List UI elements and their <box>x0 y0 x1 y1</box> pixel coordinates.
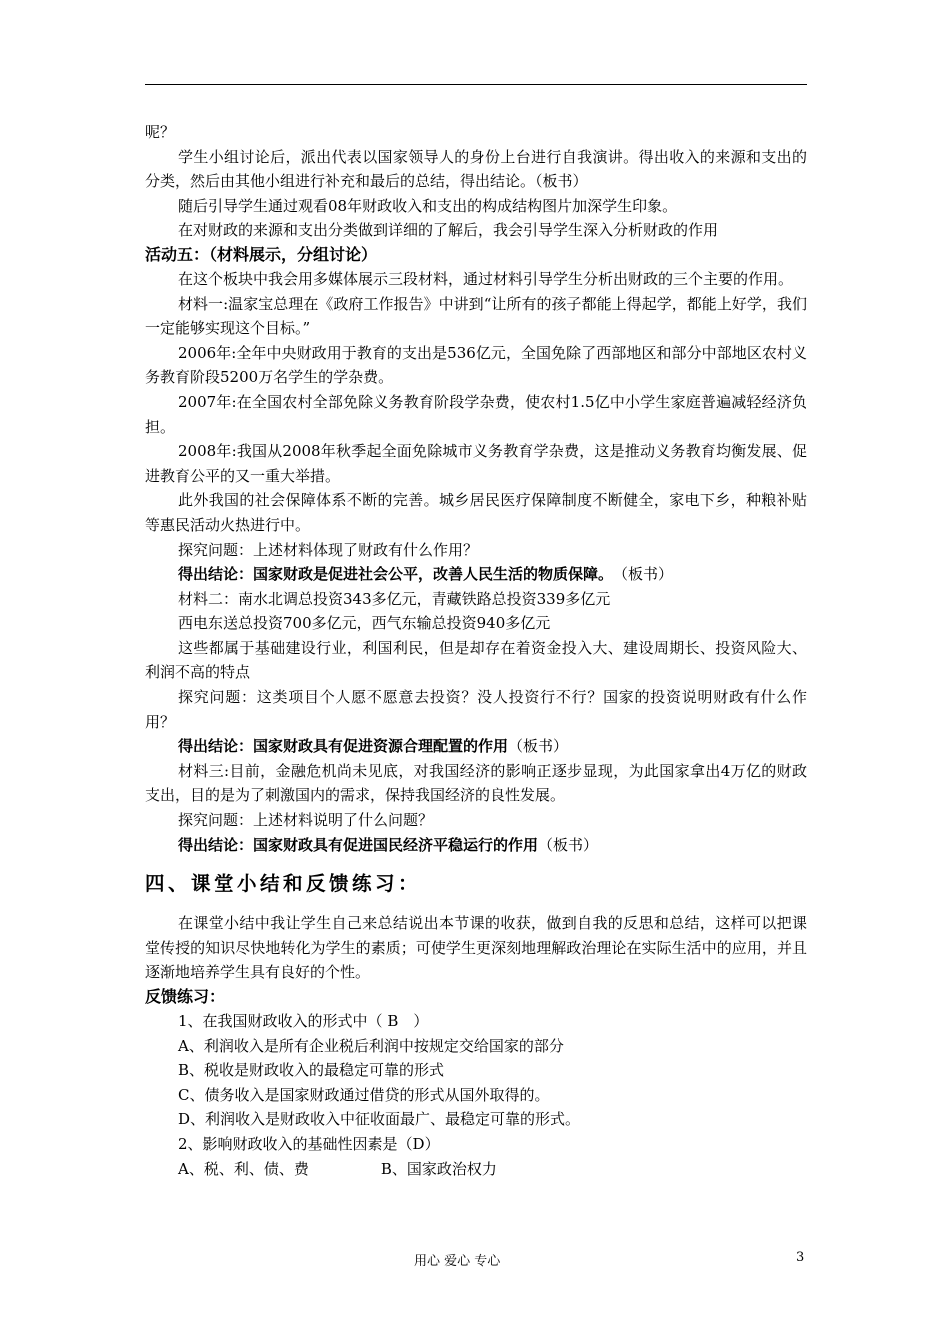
exercise-one-option-b: B、税收是财政收入的最稳定可靠的形式 <box>178 1061 445 1080</box>
page-number: 3 <box>796 1250 805 1265</box>
conclusion-one-note: （板书） <box>620 565 674 584</box>
exercise-one-question: 1、在我国财政收入的形式中（ B ） <box>178 1012 429 1030</box>
material-two: 材料二：南水北调总投资343多亿元，青藏铁路总投资339多亿元 <box>178 589 611 608</box>
exercise-two-option-b: B、国家政治权力 <box>380 1159 497 1178</box>
exercise-one-option-d: D、利润收入是财政收入中征收面最广、最稳定可靠的形式。 <box>178 1110 581 1129</box>
section-four-heading: 四、课堂小结和反馈练习： <box>145 872 422 896</box>
paragraph-transition: 在对财政的来源和支出分类做到详细的了解后，我会引导学生深入分析财政的作用 <box>178 221 719 240</box>
paragraph-summary: 在课堂小结中我让学生自己来总结说出本节课的收获，做到自我的反思和总结，这样可以把课堂传授的知识尽快地转化为学生的素质；可使学生更深刻地理解政治理论在实际生活中的应用，并且逐渐地培养学生具有良好的个性。 <box>145 914 807 982</box>
conclusion-three-note: （板书） <box>538 835 599 854</box>
conclusion-two <box>145 734 807 759</box>
inquiry-question-two: 探究问题：这类项目个人愿不愿意去投资？没人投资行不行？国家的投资说明财政有什么作用？ <box>145 688 807 731</box>
document-body <box>145 120 807 1181</box>
conclusion-three <box>145 833 807 858</box>
material-three: 材料三:目前，金融危机尚未见底，对我国经济的影响正逐步显现，为此国家拿出4万亿的财政支出，目的是为了刺激国内的需求，保持我国经济的良性发展。 <box>145 761 807 805</box>
material-one: 材料一:温家宝总理在《政府工作报告》中讲到“让所有的孩子都能上得起学，都能上好学，我们一定能够实现这个目标。” <box>145 294 807 338</box>
material-2007: 2007年:在全国农村全部免除义务教育阶段学杂费，使农村1.5亿中小学生家庭普遍减轻经济负担。 <box>145 392 807 436</box>
footer-motto: 用心 爱心 专心 <box>414 1254 501 1269</box>
conclusion-one-bold: 得出结论：国家财政是促进社会公平，改善人民生活的物质保障。 <box>178 565 606 584</box>
paragraph-chart-viewing: 随后引导学生通过观看08年财政收入和支出的构成结构图片加深学生印象。 <box>178 196 678 215</box>
paragraph-continuation: 呢？ <box>145 123 176 141</box>
conclusion-one <box>145 562 807 587</box>
material-2006: 2006年:全年中央财政用于教育的支出是536亿元，全国免除了西部地区和部分中部地区农村义务教育阶段5200万名学生的学杂费。 <box>145 343 807 387</box>
feedback-heading: 反馈练习： <box>145 987 226 1006</box>
inquiry-question-three: 探究问题：上述材料说明了什么问题？ <box>178 811 434 830</box>
inquiry-question-one: 探究问题：上述材料体现了财政有什么作用？ <box>178 540 479 559</box>
material-two-continued: 西电东送总投资700多亿元，西气东输总投资940多亿元 <box>178 614 551 633</box>
exercise-one-option-a: A、利润收入是所有企业税后利润中按规定交给国家的部分 <box>178 1036 564 1055</box>
exercise-two-options <box>145 1157 807 1182</box>
conclusion-two-note: （板书） <box>508 737 569 756</box>
conclusion-three-bold: 得出结论：国家财政具有促进国民经济平稳运行的作用 <box>178 835 539 854</box>
paragraph-materials-intro: 在这个板块中我会用多媒体展示三段材料，通过材料引导学生分析出财政的三个主要的作用。 <box>178 269 794 288</box>
header-rule <box>145 84 807 85</box>
paragraph-group-discussion: 学生小组讨论后，派出代表以国家领导人的身份上台进行自我演讲。得出收入的来源和支出的分类，然后由其他小组进行补充和最后的总结，得出结论。（板书） <box>145 147 807 191</box>
exercise-two-option-a: A、税、利、债、费 <box>178 1159 309 1178</box>
activity-five-heading: 活动五：（材料展示，分组讨论） <box>145 244 378 264</box>
paragraph-infrastructure: 这些都属于基础建设行业，利国利民，但是却存在着资金投入大、建设周期长、投资风险大、利润不高的特点 <box>145 638 807 682</box>
exercise-one-option-c: C、债务收入是国家财政通过借贷的形式从国外取得的。 <box>178 1085 550 1104</box>
paragraph-social-security: 此外我国的社会保障体系不断的完善。城乡居民医疗保障制度不断健全，家电下乡，种粮补贴等惠民活动火热进行中。 <box>145 491 807 534</box>
conclusion-two-bold: 得出结论：国家财政具有促进资源合理配置的作用 <box>178 737 509 756</box>
material-2008: 2008年:我国从2008年秋季起全面免除城市义务教育学杂费，这是推动义务教育均衡发展、促进教育公平的又一重大举措。 <box>145 442 807 485</box>
exercise-two-question: 2、影响财政收入的基础性因素是（D） <box>178 1134 440 1153</box>
